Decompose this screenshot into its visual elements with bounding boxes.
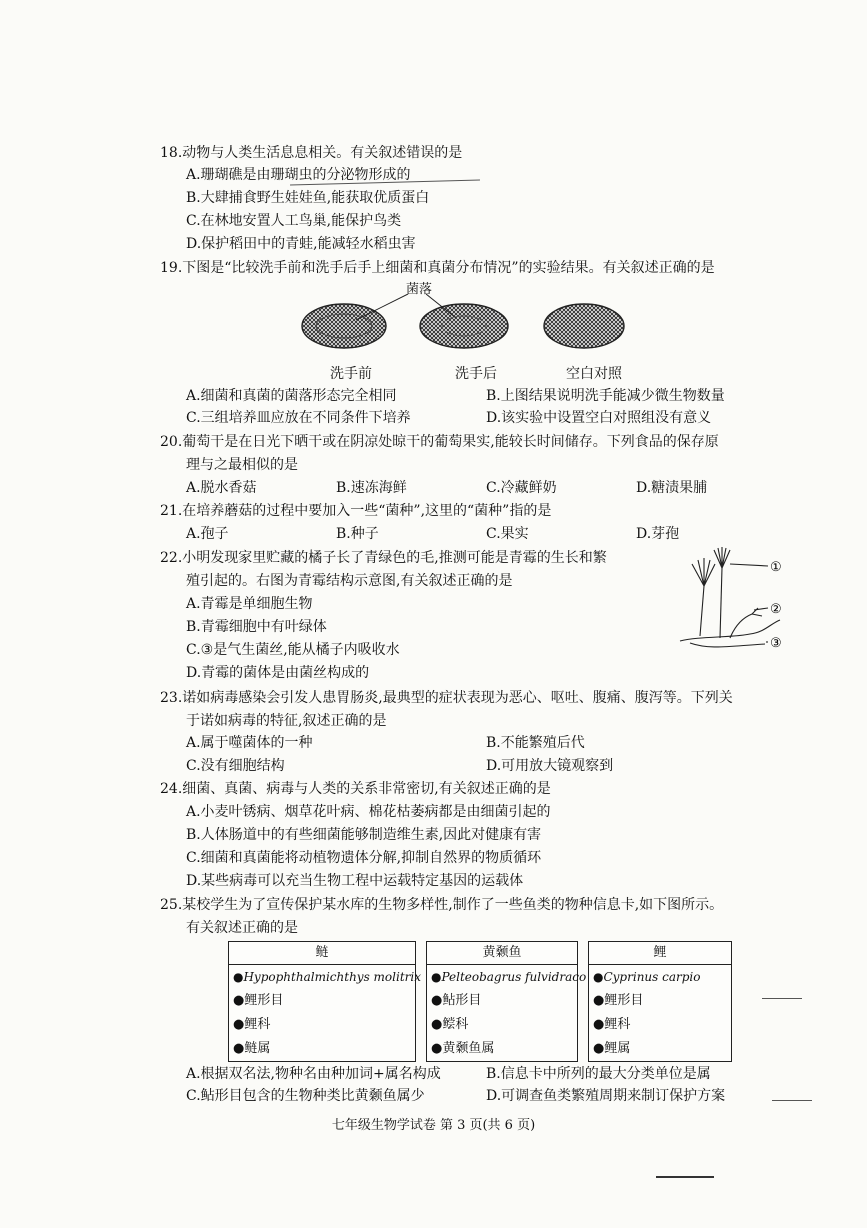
card-family: ●鲤科 <box>233 1017 271 1032</box>
q21-option-b: B.种子 <box>336 526 379 542</box>
q25-option-c: C.鲇形目包含的生物种类比黄颡鱼属少 <box>186 1088 425 1104</box>
q22-stem-line1: 22.小明发现家里贮藏的橘子长了青绿色的毛,推测可能是青霉的生长和繁 <box>160 550 607 566</box>
card-family: ●鲿科 <box>431 1017 469 1032</box>
q18-option-d: D.保护稻田中的青蛙,能减轻水稻虫害 <box>186 236 416 252</box>
label-circle-3: ③ <box>770 636 782 651</box>
q19-figure-label: 菌落 <box>406 282 433 297</box>
label-circle-1: ① <box>770 560 782 575</box>
card-title: 鲢 <box>229 942 415 965</box>
q20-option-a: A.脱水香菇 <box>186 480 257 496</box>
card-genus: ●鲤属 <box>593 1041 631 1056</box>
q20-stem-line2: 理与之最相似的是 <box>186 457 298 473</box>
q18-stem: 18.动物与人类生活息息相关。有关叙述错误的是 <box>160 145 463 161</box>
q19-option-c: C.三组培养皿应放在不同条件下培养 <box>186 410 411 426</box>
card-genus: ●鲢属 <box>233 1041 271 1056</box>
q23-option-d: D.可用放大镜观察到 <box>486 758 614 774</box>
card-scientific-name: ●Hypophthalmichthys molitrix <box>233 970 421 984</box>
q22-option-d: D.青霉的菌体是由菌丝构成的 <box>186 665 370 681</box>
q18-option-a: A.珊瑚礁是由珊瑚虫的分泌物形成的 <box>186 167 411 183</box>
q21-option-d: D.芽孢 <box>636 526 680 542</box>
q18-option-b: B.大肆捕食野生娃娃鱼,能获取优质蛋白 <box>186 190 430 206</box>
q23-option-b: B.不能繁殖后代 <box>486 735 585 751</box>
q25-option-b: B.信息卡中所列的最大分类单位是属 <box>486 1066 711 1082</box>
penicillium-figure <box>670 546 810 656</box>
q23-stem-line2: 于诺如病毒的特征,叙述正确的是 <box>186 713 387 729</box>
q20-stem-line1: 20.葡萄干是在日光下晒干或在阴凉处晾干的葡萄果实,能较长时间储存。下列食品的保存原 <box>160 434 719 450</box>
scan-mark <box>772 1100 812 1101</box>
card-scientific-name: ●Cyprinus carpio <box>593 970 701 984</box>
q19-option-a: A.细菌和真菌的菌落形态完全相同 <box>186 388 397 404</box>
q24-stem: 24.细菌、真菌、病毒与人类的关系非常密切,有关叙述正确的是 <box>160 781 551 797</box>
q23-option-a: A.属于噬菌体的一种 <box>186 735 313 751</box>
card-order: ●鲤形目 <box>593 993 644 1008</box>
q19-option-b: B.上图结果说明洗手能减少微生物数量 <box>486 388 725 404</box>
q22-option-a: A.青霉是单细胞生物 <box>186 596 313 612</box>
q19-option-d: D.该实验中设置空白对照组没有意义 <box>486 410 712 426</box>
species-card-common-carp <box>588 941 732 1062</box>
q19-stem: 19.下图是“比较洗手前和洗手后手上细菌和真菌分布情况”的实验结果。有关叙述正确的是 <box>160 260 715 276</box>
q20-option-b: B.速冻海鲜 <box>336 480 407 496</box>
petri-dish-figure <box>296 294 626 354</box>
q22-option-b: B.青霉细胞中有叶绿体 <box>186 619 327 635</box>
dish-after <box>420 304 508 348</box>
q20-option-d: D.糖渍果脯 <box>636 480 708 496</box>
card-title: 黄颡鱼 <box>427 942 577 965</box>
q24-option-b: B.人体肠道中的有些细菌能够制造维生素,因此对健康有害 <box>186 827 542 843</box>
dish-label-control: 空白对照 <box>566 366 622 382</box>
card-scientific-name: ●Pelteobagrus fulvidraco <box>431 970 587 984</box>
q24-option-c: C.细菌和真菌能将动植物遗体分解,抑制自然界的物质循环 <box>186 850 542 866</box>
q25-stem-line1: 25.某校学生为了宣传保护某水库的生物多样性,制作了一些鱼类的物种信息卡,如下图所示。 <box>160 897 724 913</box>
q23-stem-line1: 23.诺如病毒感染会引发人患胃肠炎,最典型的症状表现为恶心、呕吐、腹痛、腹泻等。下列关 <box>160 690 733 706</box>
q25-stem-line2: 有关叙述正确的是 <box>186 920 298 936</box>
scan-mark <box>762 998 802 999</box>
dish-before <box>302 304 386 348</box>
dish-control <box>544 304 624 348</box>
q22-stem-line2: 殖引起的。右图为青霉结构示意图,有关叙述正确的是 <box>186 573 513 589</box>
q20-option-c: C.冷藏鲜奶 <box>486 480 557 496</box>
card-family: ●鲤科 <box>593 1017 631 1032</box>
species-card-yellow-catfish <box>426 941 587 1062</box>
card-genus: ●黄颡鱼属 <box>431 1041 495 1056</box>
scan-mark <box>656 1176 714 1178</box>
card-order: ●鲇形目 <box>431 993 482 1008</box>
label-circle-2: ② <box>770 602 782 617</box>
page-footer: 七年级生物学试卷 第 3 页(共 6 页) <box>331 1118 536 1133</box>
q21-stem: 21.在培养蘑菇的过程中要加入一些“菌种”,这里的“菌种”指的是 <box>160 503 552 519</box>
q23-option-c: C.没有细胞结构 <box>186 758 285 774</box>
q24-option-a: A.小麦叶锈病、烟草花叶病、棉花枯萎病都是由细菌引起的 <box>186 804 551 820</box>
dish-label-before: 洗手前 <box>330 366 372 382</box>
card-order: ●鲤形目 <box>233 993 284 1008</box>
q21-option-c: C.果实 <box>486 526 529 542</box>
q25-option-d: D.可调查鱼类繁殖周期来制订保护方案 <box>486 1088 726 1104</box>
q18-option-c: C.在林地安置人工鸟巢,能保护鸟类 <box>186 213 402 229</box>
card-title: 鲤 <box>589 942 731 965</box>
q21-option-a: A.孢子 <box>186 526 229 542</box>
q25-option-a: A.根据双名法,物种名由种加词+属名构成 <box>186 1066 441 1082</box>
q22-option-c: C.③是气生菌丝,能从橘子内吸收水 <box>186 642 400 658</box>
dish-label-after: 洗手后 <box>455 366 497 382</box>
q24-option-d: D.某些病毒可以充当生物工程中运载特定基因的运载体 <box>186 873 524 889</box>
species-card-silver-carp <box>228 941 421 1062</box>
